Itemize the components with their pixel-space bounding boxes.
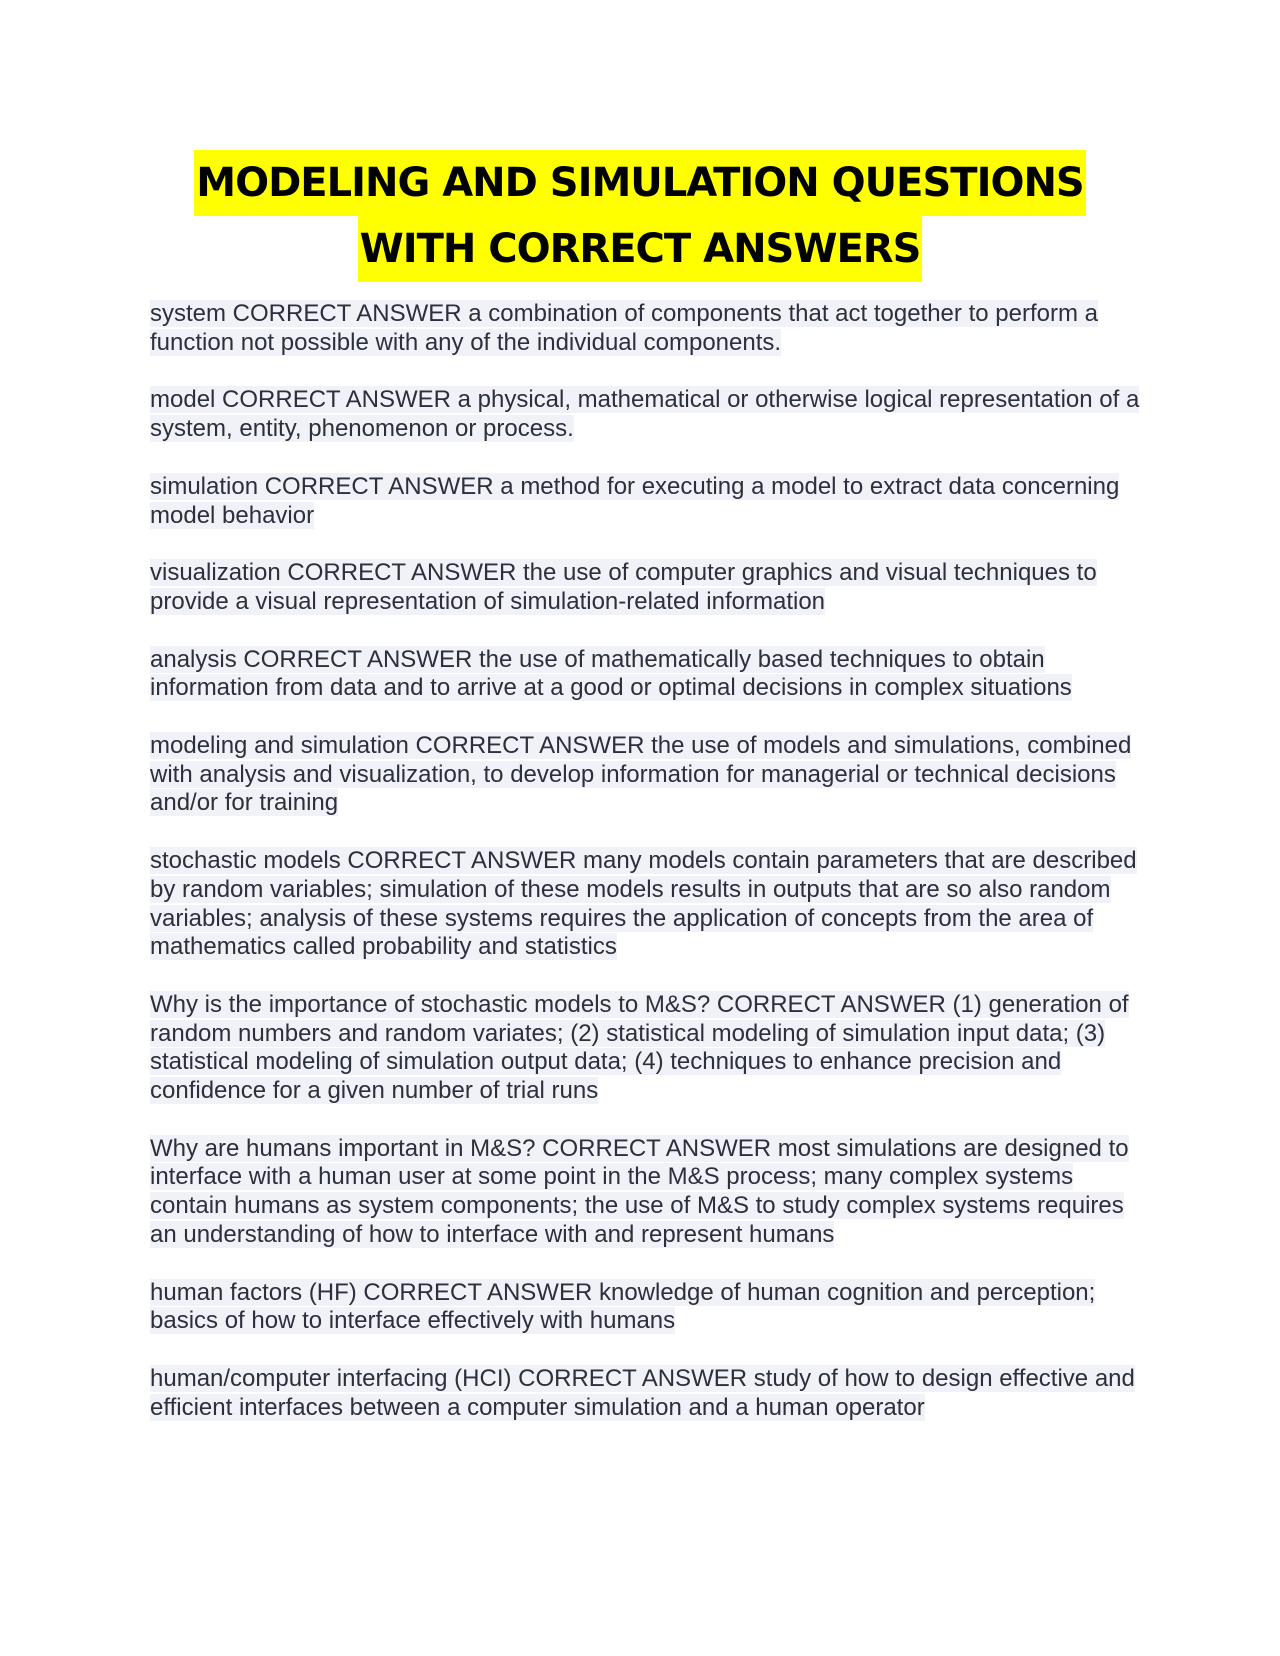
qa-text: simulation CORRECT ANSWER a method for executing a model to extract data concerning model behavior bbox=[150, 472, 1120, 529]
qa-text: visualization CORRECT ANSWER the use of computer graphics and visual techniques to provide a visual representation of simulation-related information bbox=[150, 559, 1097, 615]
qa-text: system CORRECT ANSWER a combination of components that act together to perform a function not possible with any of the individual components. bbox=[150, 300, 1098, 356]
qa-text: modeling and simulation CORRECT ANSWER the use of models and simulations, combined with analysis and visualization, to develop information for managerial or technical decisions and/or for training bbox=[150, 732, 1132, 817]
qa-item-visualization bbox=[150, 559, 1150, 616]
qa-text: Why are humans important in M&S? CORRECT ANSWER most simulations are designed to interface with a human user at some point in the M&S process; many complex systems contain humans as system components; the use of M&S to study complex systems requires an understanding of how to interface with and represent humans bbox=[150, 1134, 1129, 1248]
qa-text: stochastic models CORRECT ANSWER many models contain parameters that are described by random variables; simulation of these models results in outputs that are so also random variables; analysis of these systems requires the application of concepts from the area of mathematics called probability and statistics bbox=[150, 847, 1137, 961]
qa-item-human-factors bbox=[150, 1279, 1150, 1336]
qa-item-hci bbox=[150, 1365, 1150, 1422]
qa-item-humans-importance bbox=[150, 1135, 1150, 1250]
qa-item-modeling-and-simulation bbox=[150, 732, 1150, 818]
qa-item-stochastic-models bbox=[150, 847, 1150, 962]
qa-text: analysis CORRECT ANSWER the use of mathematically based techniques to obtain information from data and to arrive at a good or optimal decisions in complex situations bbox=[150, 645, 1072, 702]
qa-text: human factors (HF) CORRECT ANSWER knowledge of human cognition and perception; basics of how to interface effectively with humans bbox=[150, 1278, 1096, 1335]
qa-item-system bbox=[150, 300, 1150, 357]
qa-text: Why is the importance of stochastic models to M&S? CORRECT ANSWER (1) generation of random numbers and random variates; (2) statistical modeling of simulation input data; (3) statistical modeling of simulation output data; (4) techniques to enhance precision and confidence for a given number of trial runs bbox=[150, 990, 1129, 1105]
qa-list bbox=[150, 300, 1150, 1451]
qa-item-simulation bbox=[150, 473, 1150, 530]
qa-item-stochastic-importance bbox=[150, 991, 1150, 1106]
title-line-1: MODELING AND SIMULATION QUESTIONS bbox=[194, 150, 1085, 216]
qa-item-analysis bbox=[150, 646, 1150, 703]
document-title bbox=[0, 150, 1280, 282]
title-line-2: WITH CORRECT ANSWERS bbox=[358, 216, 923, 282]
qa-item-model bbox=[150, 386, 1150, 443]
qa-text: model CORRECT ANSWER a physical, mathematical or otherwise logical representation of a system, entity, phenomenon or process. bbox=[150, 386, 1140, 443]
qa-text: human/computer interfacing (HCI) CORRECT ANSWER study of how to design effective and efficient interfaces between a computer simulation and a human operator bbox=[150, 1364, 1135, 1421]
